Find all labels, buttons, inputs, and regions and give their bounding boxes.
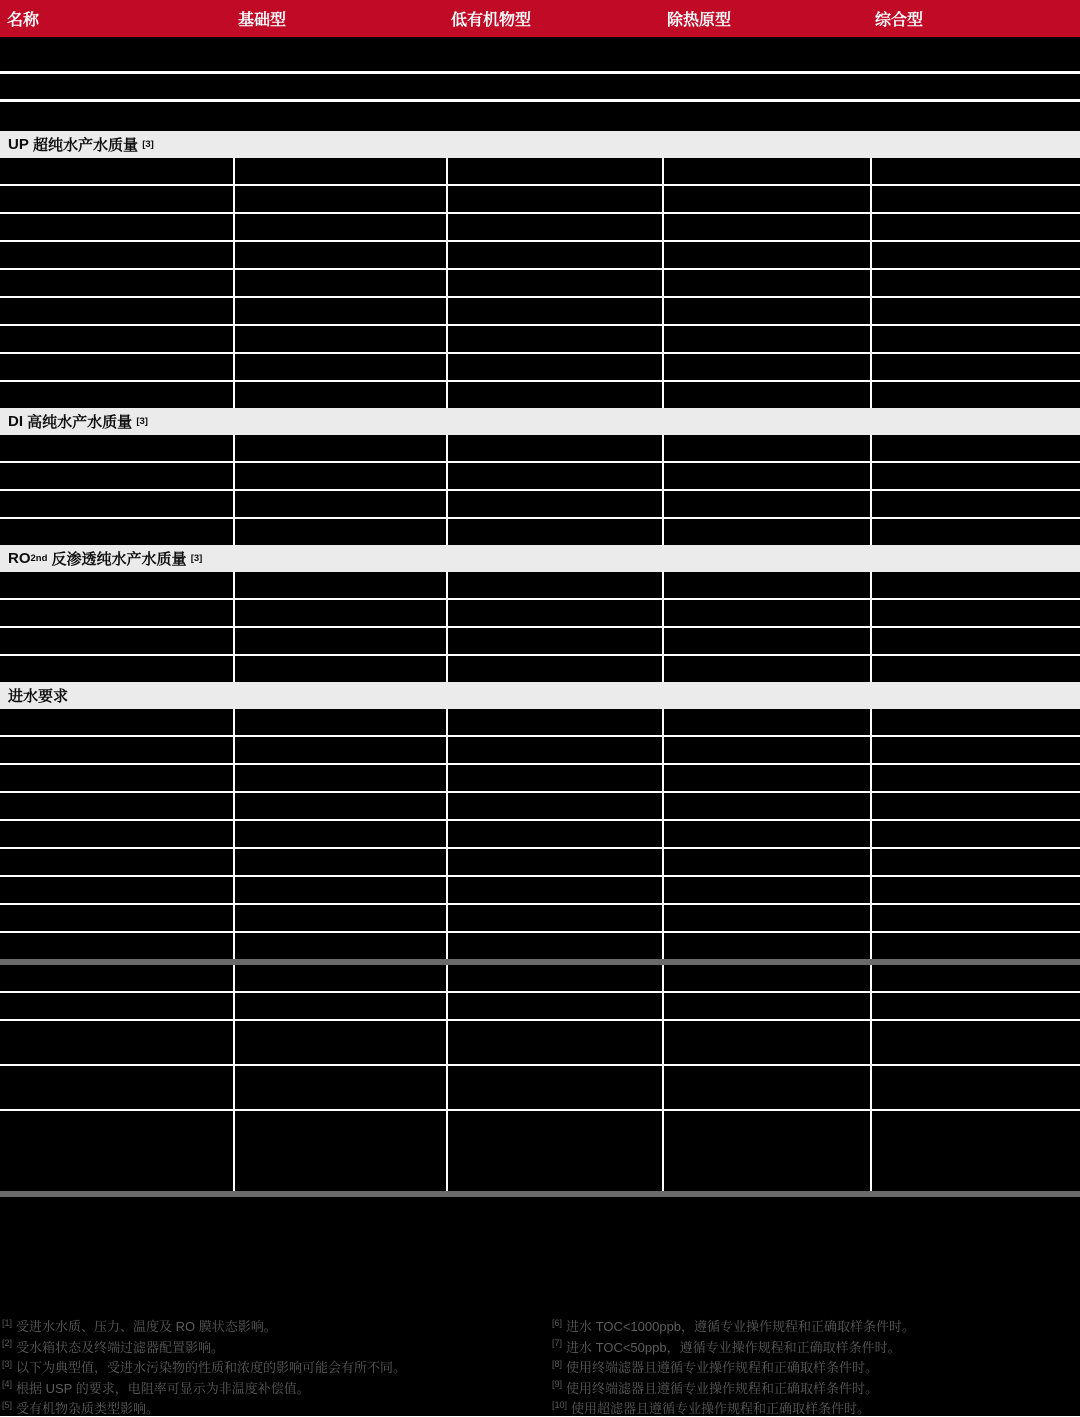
table-cell: [235, 435, 446, 461]
table-cell: [235, 765, 446, 791]
table-cell: [872, 765, 1080, 791]
footnote-item: [552, 1399, 1080, 1416]
table-cell: [235, 600, 446, 626]
table-cell: [872, 186, 1080, 212]
table-cell: [448, 1066, 662, 1109]
table-cell: [872, 158, 1080, 184]
table-row: [0, 572, 1080, 598]
table-cell: [872, 965, 1080, 991]
footnote-text: 以下为典型值，受进水污染物的性质和浓度的影响可能会有所不同。: [16, 1360, 407, 1375]
table-cell: [664, 435, 870, 461]
table-cell: [664, 326, 870, 352]
table-cell: [664, 765, 870, 791]
table-cell: [448, 1021, 662, 1064]
table-cell: [872, 821, 1080, 847]
table-body: [0, 37, 1080, 1197]
table-cell: [0, 186, 233, 212]
table-cell: [448, 737, 662, 763]
table-row: [0, 849, 1080, 875]
table-row: [0, 737, 1080, 763]
footnote-text: 进水 TOC<1000ppb，遵循专业操作规程和正确取样条件时。: [566, 1319, 916, 1334]
section-header-band: RO 2nd 反渗透纯水产水质量 [3]: [0, 545, 1080, 572]
header-cell-name: 名称: [7, 12, 40, 29]
table-cell: [872, 600, 1080, 626]
footnote-item: [552, 1358, 1080, 1379]
table-cell: [448, 877, 662, 903]
footnotes-panel: [0, 1197, 1080, 1416]
table-cell: [448, 242, 662, 268]
table-row: [0, 158, 1080, 184]
footnote-item: [552, 1317, 1080, 1338]
footnote-item: [2, 1358, 552, 1379]
table-cell: [664, 242, 870, 268]
table-cell: [448, 600, 662, 626]
table-cell: [872, 793, 1080, 819]
table-cell: [0, 905, 233, 931]
section-prefix: UP: [8, 136, 29, 153]
table-cell: [235, 656, 446, 682]
section-header-band: [0, 682, 1080, 709]
table-cell: [664, 270, 870, 296]
table-row: [0, 74, 1080, 99]
table-cell: [872, 993, 1080, 1019]
table-cell: [0, 1021, 233, 1064]
table-cell: [448, 158, 662, 184]
table-cell: [448, 214, 662, 240]
table-cell: [448, 1111, 662, 1191]
table-cell: [0, 491, 233, 517]
table-cell: [664, 709, 870, 735]
table-cell: [872, 877, 1080, 903]
table-cell: [872, 354, 1080, 380]
table-cell: [448, 793, 662, 819]
footnote-text: 受有机物杂质类型影响。: [16, 1401, 160, 1416]
footnote-ref: [8]: [552, 1358, 563, 1369]
table-cell: [0, 1111, 233, 1191]
table-cell: [235, 877, 446, 903]
footnote-ref: [10]: [552, 1399, 568, 1410]
table-cell: [872, 933, 1080, 959]
table-cell: [664, 905, 870, 931]
table-cell: [664, 382, 870, 408]
table-cell: [235, 905, 446, 931]
table-cell: [0, 849, 233, 875]
table-cell: [872, 1111, 1080, 1191]
table-cell: [448, 519, 662, 545]
table-cell: [235, 849, 446, 875]
table-row: [0, 600, 1080, 626]
footnote-ref: [3]: [2, 1358, 13, 1369]
footnotes-column-right: [552, 1317, 1080, 1416]
table-cell: [872, 709, 1080, 735]
table-cell: [448, 270, 662, 296]
table-cell: [872, 326, 1080, 352]
header-cell-comprehensive-type: 综合型: [875, 12, 924, 29]
table-cell: [235, 1111, 446, 1191]
table-cell: [0, 709, 233, 735]
table-cell: [448, 905, 662, 931]
table-cell: [235, 463, 446, 489]
section-prefix: DI: [8, 413, 23, 430]
table-row: [0, 326, 1080, 352]
table-cell: [872, 849, 1080, 875]
footnote-item: [2, 1338, 552, 1359]
table-row: [0, 491, 1080, 517]
table-row: [0, 628, 1080, 654]
table-cell: [872, 491, 1080, 517]
table-cell: [0, 933, 233, 959]
table-cell: [872, 737, 1080, 763]
table-cell: [872, 214, 1080, 240]
table-cell: [0, 519, 233, 545]
table-cell: [872, 656, 1080, 682]
table-cell: [448, 435, 662, 461]
table-cell: [664, 572, 870, 598]
table-row: [0, 793, 1080, 819]
table-row: [0, 765, 1080, 791]
table-cell: [235, 709, 446, 735]
table-cell: [0, 821, 233, 847]
table-cell: [872, 1066, 1080, 1109]
footnote-ref: [9]: [552, 1379, 563, 1390]
table-cell: [448, 765, 662, 791]
footnote-text: 根据 USP 的要求，电阻率可显示为非温度补偿值。: [16, 1380, 310, 1396]
table-cell: [664, 1021, 870, 1064]
table-row: [0, 821, 1080, 847]
table-cell: [664, 849, 870, 875]
footnote-item: [2, 1379, 552, 1400]
table-row: [0, 933, 1080, 959]
table-cell: [664, 965, 870, 991]
table-cell: [235, 821, 446, 847]
table-cell: [235, 242, 446, 268]
table-row: [0, 656, 1080, 682]
footnote-item: [552, 1379, 1080, 1400]
footnote-ref: [6]: [552, 1317, 563, 1328]
footnote-ref: [7]: [552, 1338, 563, 1349]
table-cell: [664, 214, 870, 240]
table-cell: [448, 709, 662, 735]
footnote-text: 使用终端滤器且遵循专业操作规程和正确取样条件时。: [566, 1360, 879, 1375]
section-title: 反渗透纯水产水质量: [47, 551, 191, 568]
table-cell: [235, 1021, 446, 1064]
table-cell: [664, 656, 870, 682]
table-cell: [664, 491, 870, 517]
footnotes-column-left: [0, 1317, 552, 1416]
footnote-item: [2, 1399, 552, 1416]
table-cell: [235, 993, 446, 1019]
table-row: [0, 298, 1080, 324]
table-row: [0, 965, 1080, 991]
table-cell: [0, 656, 233, 682]
table-cell: [872, 435, 1080, 461]
table-cell: [872, 463, 1080, 489]
footnote-text: 受水箱状态及终端过滤器配置影响。: [16, 1339, 225, 1355]
table-cell: [448, 572, 662, 598]
table-cell: [664, 600, 870, 626]
table-cell: [448, 993, 662, 1019]
table-cell: [664, 186, 870, 212]
section-header-band: DI 高纯水产水质量 [3]: [0, 408, 1080, 435]
table-cell: [664, 737, 870, 763]
footnote-ref: [1]: [2, 1317, 13, 1328]
table-cell: [235, 737, 446, 763]
footnote-text: 受进水水质、压力、温度及 RO 膜状态影响。: [16, 1319, 277, 1334]
table-cell: [872, 382, 1080, 408]
table-row: [0, 186, 1080, 212]
footnote-text: 进水 TOC<50ppb，遵循专业操作规程和正确取样条件时。: [566, 1339, 901, 1355]
section-title: 进水要求: [8, 688, 69, 705]
table-cell: [235, 186, 446, 212]
table-row: [0, 463, 1080, 489]
table-cell: [0, 765, 233, 791]
section-prefix: RO: [8, 550, 31, 567]
table-cell: [448, 965, 662, 991]
table-cell: [235, 793, 446, 819]
table-cell: [448, 382, 662, 408]
table-cell: [235, 326, 446, 352]
table-cell: [872, 905, 1080, 931]
table-row: [0, 242, 1080, 268]
table-cell: [235, 519, 446, 545]
table-cell: [664, 158, 870, 184]
table-cell: [664, 1066, 870, 1109]
table-cell: [872, 1021, 1080, 1064]
table-cell: [235, 572, 446, 598]
table-cell: [0, 993, 233, 1019]
table-cell: [235, 270, 446, 296]
table-cell: [235, 158, 446, 184]
table-cell: [448, 933, 662, 959]
footnote-ref: [4]: [2, 1379, 13, 1390]
table-row: [0, 270, 1080, 296]
table-cell: [664, 298, 870, 324]
table-cell: [448, 491, 662, 517]
table-row: [0, 382, 1080, 408]
table-cell: [235, 933, 446, 959]
table-cell: [448, 354, 662, 380]
table-cell: [664, 1111, 870, 1191]
section-header-band: UP 超纯水产水质量 [3]: [0, 131, 1080, 158]
table-cell: [448, 463, 662, 489]
footnote-item: [2, 1317, 552, 1338]
table-cell: [872, 270, 1080, 296]
table-cell: [235, 965, 446, 991]
table-cell: [0, 600, 233, 626]
table-row: [0, 519, 1080, 545]
table-cell: [235, 298, 446, 324]
table-cell: [664, 793, 870, 819]
table-cell: [0, 877, 233, 903]
table-cell: [235, 382, 446, 408]
table-cell: [872, 298, 1080, 324]
table-cell: [0, 326, 233, 352]
footnote-text: 使用终端滤器且遵循专业操作规程和正确取样条件时。: [566, 1380, 879, 1396]
table-row: [0, 1111, 1080, 1191]
table-cell: [872, 628, 1080, 654]
header-cell-low-organic-type: 低有机物型: [451, 12, 532, 29]
table-row: [0, 709, 1080, 735]
table-cell: [0, 965, 233, 991]
table-cell: [872, 519, 1080, 545]
table-cell: [0, 435, 233, 461]
header-cell-basic-type: 基础型: [238, 12, 287, 29]
table-cell: [0, 382, 233, 408]
section-title: 超纯水产水质量: [28, 137, 143, 154]
table-cell: [0, 1066, 233, 1109]
table-cell: [0, 354, 233, 380]
table-cell: [448, 326, 662, 352]
table-row: [0, 435, 1080, 461]
table-cell: [0, 214, 233, 240]
table-cell: [664, 877, 870, 903]
table-cell: [448, 628, 662, 654]
table-cell: [235, 1066, 446, 1109]
table-cell: [664, 354, 870, 380]
table-row: [0, 37, 1080, 71]
footnote-ref: [5]: [2, 1399, 13, 1410]
header-cell-pyrogen-removal-type: 除热原型: [667, 12, 732, 29]
table-row: [0, 993, 1080, 1019]
section-title: 高纯水产水质量: [23, 414, 137, 431]
table-cell: [664, 628, 870, 654]
table-cell: [235, 214, 446, 240]
table-row: [0, 1021, 1080, 1064]
table-cell: [664, 993, 870, 1019]
table-cell: [664, 933, 870, 959]
table-cell: [664, 463, 870, 489]
table-cell: [448, 298, 662, 324]
table-cell: [448, 656, 662, 682]
table-cell: [0, 270, 233, 296]
table-cell: [448, 821, 662, 847]
table-cell: [0, 298, 233, 324]
table-row: [0, 354, 1080, 380]
table-row: [0, 1066, 1080, 1109]
footnote-ref: [2]: [2, 1338, 13, 1349]
table-row: [0, 102, 1080, 131]
footnote-text: 使用超滤器且遵循专业操作规程和正确取样条件时。: [571, 1401, 871, 1416]
table-cell: [664, 821, 870, 847]
table-cell: [448, 849, 662, 875]
table-cell: [0, 242, 233, 268]
table-cell: [235, 354, 446, 380]
table-cell: [664, 519, 870, 545]
table-cell: [0, 158, 233, 184]
table-cell: [0, 737, 233, 763]
table-cell: [872, 572, 1080, 598]
table-cell: [0, 793, 233, 819]
table-row: [0, 905, 1080, 931]
table-row: [0, 877, 1080, 903]
table-cell: [448, 186, 662, 212]
table-cell: [872, 242, 1080, 268]
table-cell: [235, 491, 446, 517]
table-header-row: [0, 0, 1080, 37]
table-row: [0, 214, 1080, 240]
table-cell: [0, 572, 233, 598]
table-cell: [0, 628, 233, 654]
table-cell: [0, 463, 233, 489]
table-cell: [235, 628, 446, 654]
footnote-item: [552, 1338, 1080, 1359]
